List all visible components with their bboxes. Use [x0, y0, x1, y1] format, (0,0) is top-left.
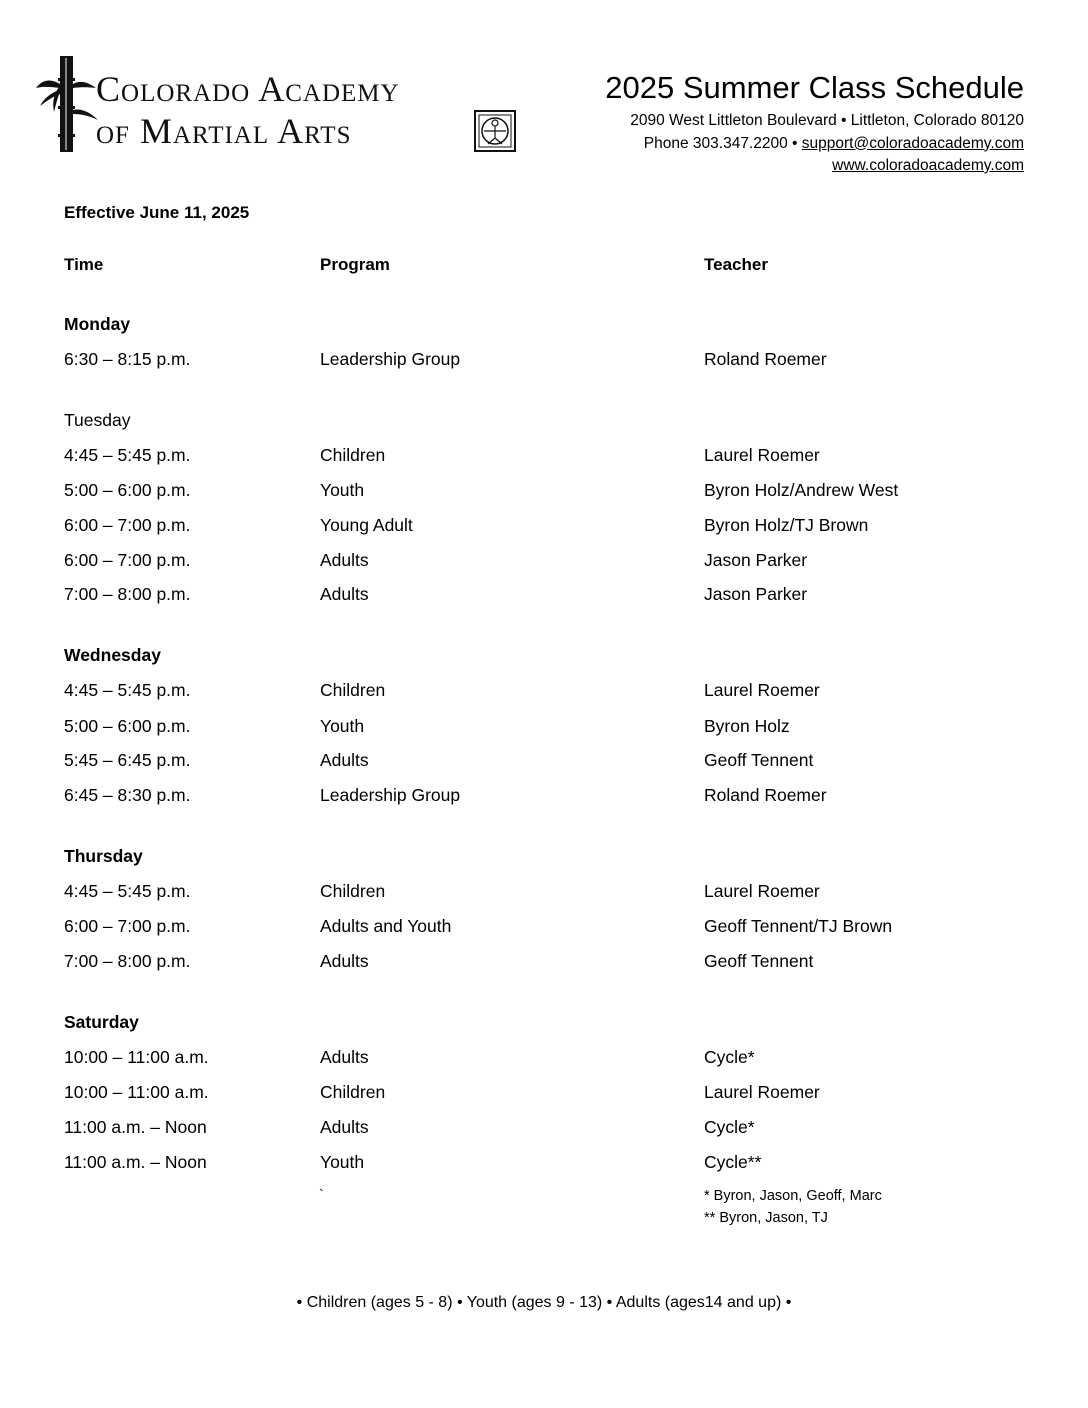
website-link[interactable]: www.coloradoacademy.com	[832, 157, 1024, 174]
class-time: 10:00 – 11:00 a.m.	[64, 1047, 209, 1067]
class-program: Leadership Group	[320, 349, 461, 369]
header-info	[605, 66, 1024, 178]
logo-line-1: Colorado Academy	[96, 69, 400, 109]
class-program: Leadership Group	[320, 785, 461, 805]
class-teacher: Geoff Tennent/TJ Brown	[704, 916, 893, 936]
phone-text: Phone 303.347.2200 •	[643, 134, 802, 152]
class-program: Adults	[320, 550, 369, 570]
column-header-time: Time	[64, 255, 104, 274]
address: 2090 West Littleton Boulevard • Littleton, Colorado 80120	[630, 112, 1024, 129]
day-heading-monday: Monday	[64, 314, 131, 334]
day-heading-tuesday: Tuesday	[64, 410, 131, 430]
class-teacher: Byron Holz/Andrew West	[704, 480, 899, 500]
class-time: 10:00 – 11:00 a.m.	[64, 1082, 209, 1102]
class-program: Adults and Youth	[320, 916, 452, 936]
teacher-note-2: ** Byron, Jason, TJ	[704, 1210, 828, 1226]
logo-line-2: of Martial Arts	[96, 111, 352, 151]
class-time: 5:00 – 6:00 p.m.	[64, 716, 191, 736]
class-time: 11:00 a.m. – Noon	[64, 1117, 207, 1137]
class-teacher: Jason Parker	[704, 584, 808, 604]
class-program: Adults	[320, 1117, 369, 1137]
effective-date: Effective June 11, 2025	[64, 203, 250, 222]
class-program: Adults	[320, 951, 369, 971]
column-header-teacher: Teacher	[704, 255, 768, 274]
teacher-note-1: * Byron, Jason, Geoff, Marc	[704, 1188, 882, 1204]
class-teacher: Laurel Roemer	[704, 445, 820, 465]
class-program: Youth	[320, 480, 365, 500]
class-teacher: Roland Roemer	[704, 349, 827, 369]
class-teacher: Byron Holz	[704, 716, 790, 736]
class-program: Youth	[320, 716, 365, 736]
class-teacher: Roland Roemer	[704, 785, 827, 805]
academy-logo	[36, 54, 526, 156]
class-program: Children	[320, 881, 386, 901]
class-teacher: Laurel Roemer	[704, 881, 820, 901]
class-teacher: Laurel Roemer	[704, 1082, 820, 1102]
day-heading-thursday: Thursday	[64, 846, 143, 866]
class-program: Youth	[320, 1152, 365, 1172]
email-link[interactable]: support@coloradoacademy.com	[801, 134, 1024, 152]
class-teacher: Jason Parker	[704, 550, 808, 570]
class-program: Adults	[320, 1047, 369, 1067]
class-program: Young Adult	[320, 515, 413, 535]
class-time: 11:00 a.m. – Noon	[64, 1152, 207, 1172]
class-program: Children	[320, 1082, 386, 1102]
class-time: 4:45 – 5:45 p.m.	[64, 881, 191, 901]
class-program: Adults	[320, 584, 369, 604]
class-teacher: Geoff Tennent	[704, 951, 814, 971]
class-time: 7:00 – 8:00 p.m.	[64, 584, 191, 604]
class-time: 4:45 – 5:45 p.m.	[64, 445, 191, 465]
class-time: 7:00 – 8:00 p.m.	[64, 951, 191, 971]
class-teacher: Cycle*	[704, 1117, 755, 1137]
bamboo-icon	[36, 54, 100, 154]
stray-mark: `	[319, 1186, 324, 1202]
class-time: 6:00 – 7:00 p.m.	[64, 550, 191, 570]
class-time: 4:45 – 5:45 p.m.	[64, 680, 191, 700]
day-heading-saturday: Saturday	[64, 1012, 139, 1032]
age-groups-footer: • Children (ages 5 - 8) • Youth (ages 9 - 13) • Adults (ages14 and up) •	[296, 1294, 792, 1311]
class-teacher: Cycle*	[704, 1047, 755, 1067]
class-program: Adults	[320, 750, 369, 770]
class-teacher: Byron Holz/TJ Brown	[704, 515, 869, 535]
class-program: Children	[320, 445, 386, 465]
class-time: 5:00 – 6:00 p.m.	[64, 480, 191, 500]
class-time: 6:45 – 8:30 p.m.	[64, 785, 191, 805]
page-title: 2025 Summer Class Schedule	[605, 70, 1024, 105]
class-time: 5:45 – 6:45 p.m.	[64, 750, 191, 770]
class-time: 6:00 – 7:00 p.m.	[64, 515, 191, 535]
class-teacher: Geoff Tennent	[704, 750, 814, 770]
seal-icon	[474, 110, 516, 152]
day-heading-wednesday: Wednesday	[64, 645, 161, 665]
class-time: 6:30 – 8:15 p.m.	[64, 349, 191, 369]
class-time: 6:00 – 7:00 p.m.	[64, 916, 191, 936]
column-header-program: Program	[320, 255, 390, 274]
class-program: Children	[320, 680, 386, 700]
phone-line	[605, 133, 1024, 156]
class-teacher: Cycle**	[704, 1152, 762, 1172]
class-teacher: Laurel Roemer	[704, 680, 820, 700]
